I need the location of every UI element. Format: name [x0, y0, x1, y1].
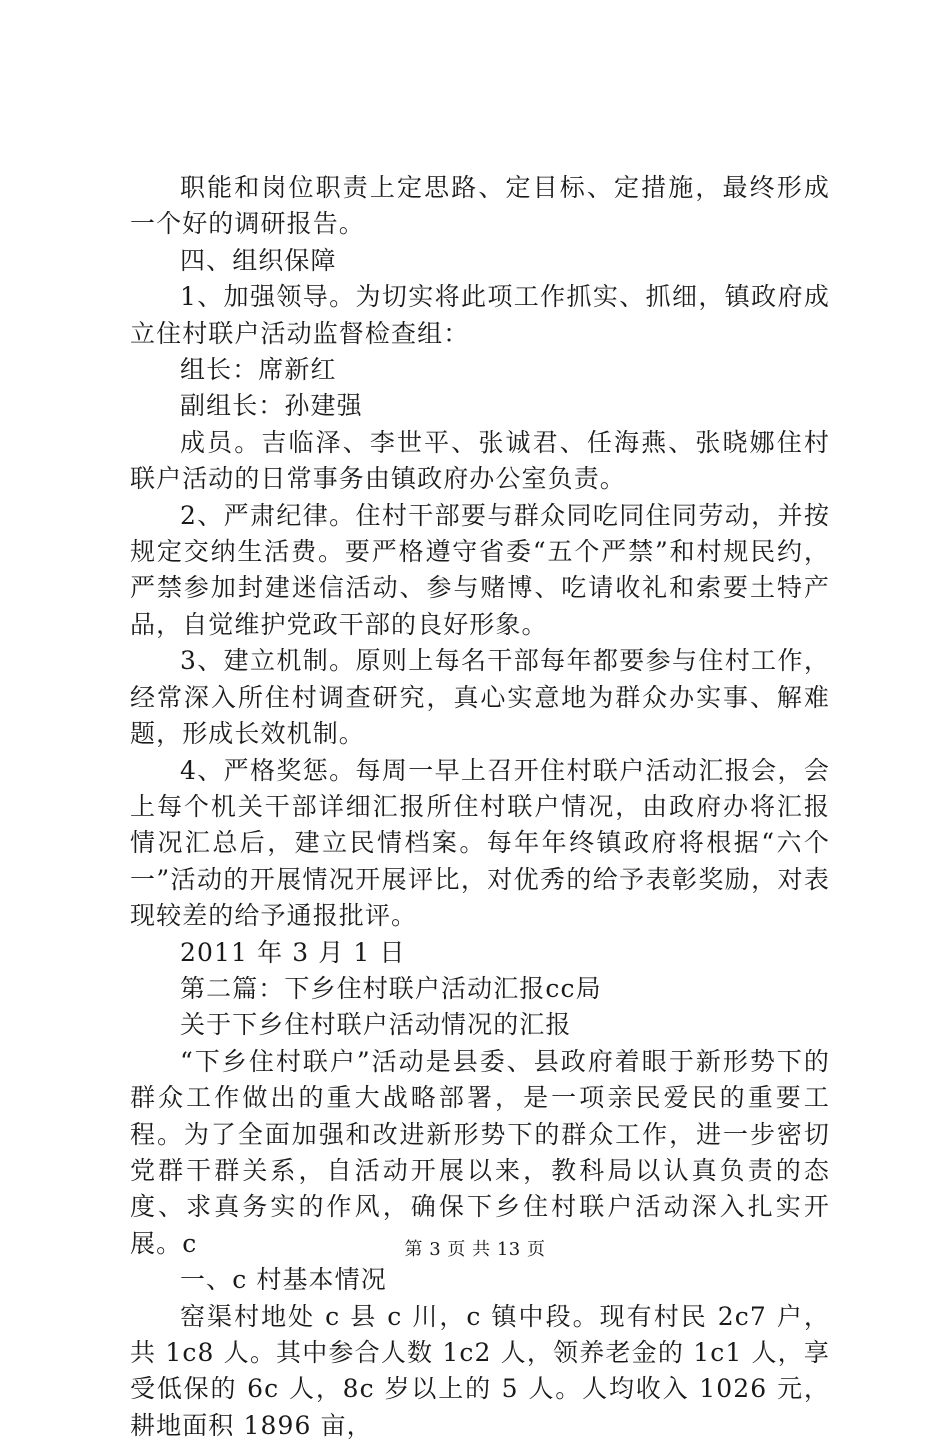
paragraph-strengthen-leadership: 1、加强领导。为切实将此项工作抓实、抓细，镇政府成立住村联户活动监督检查组： [130, 282, 830, 348]
heading-organization-guarantee: 四、组织保障 [180, 245, 337, 275]
paragraph-date: 2011 年 3 月 1 日 [180, 937, 406, 967]
paragraph-members: 成员。吉临泽、李世平、张诚君、任海燕、张晓娜住村联户活动的日常事务由镇政府办公室负责。 [130, 427, 830, 494]
paragraph-village-details: 窑渠村地处 c 县 c 川，c 镇中段。现有村民 2c7 户，共 1c8 人。其中参合人数 1c2 人，领养老金的 1c1 人，享受低保的 6c 人，8c 岁以上的 5 人。人均收入 1026 元，耕地面积 1896 亩， [130, 1301, 830, 1440]
heading-second-article: 第二篇：下乡住村联户活动汇报cc局 [180, 973, 602, 1003]
paragraph-activity-intro: “下乡住村联户”活动是县委、县政府着眼于新形势下的群众工作做出的重大战略部署，是一项亲民爱民的重要工程。为了全面加强和改进新形势下的群众工作，进一步密切党群干群关系，自活动开展以来，教科局以认真负责的态度、求真务实的作风，确保下乡住村联户活动深入扎实开展。c [130, 1046, 830, 1258]
paragraph-team-leader: 组长：席新红 [180, 355, 337, 385]
paragraph-mechanism: 3、建立机制。原则上每名干部每年都要参与住村工作，经常深入所住村调查研究，真心实意地为群众办实事、解难题，形成长效机制。 [130, 646, 830, 749]
paragraph-discipline: 2、严肃纪律。住村干部要与群众同吃同住同劳动，并按规定交纳生活费。要严格遵守省委“五个严禁”和村规民约，严禁参加封建迷信活动、参与赌博、吃请收礼和索要土特产品，自觉维护党政干部的良好形象。 [130, 500, 830, 639]
paragraph-research-report: 职能和岗位职责上定思路、定目标、定措施，最终形成一个好的调研报告。 [130, 173, 830, 239]
paragraph-rewards-penalties: 4、严格奖惩。每周一早上召开住村联户活动汇报会，会上每个机关干部详细汇报所住村联户情况，由政府办将汇报情况汇总后，建立民情档案。每年年终镇政府将根据“六个一”活动的开展情况开展评比，对优秀的给予表彰奖励，对表现较差的给予通报批评。 [130, 755, 830, 931]
heading-report-title: 关于下乡住村联户活动情况的汇报 [180, 1010, 572, 1040]
heading-village-basics: 一、c 村基本情况 [180, 1265, 387, 1295]
page-footer: 第 3 页 共 13 页 [404, 1239, 546, 1260]
paragraph-deputy-leader: 副组长：孙建强 [180, 391, 363, 421]
